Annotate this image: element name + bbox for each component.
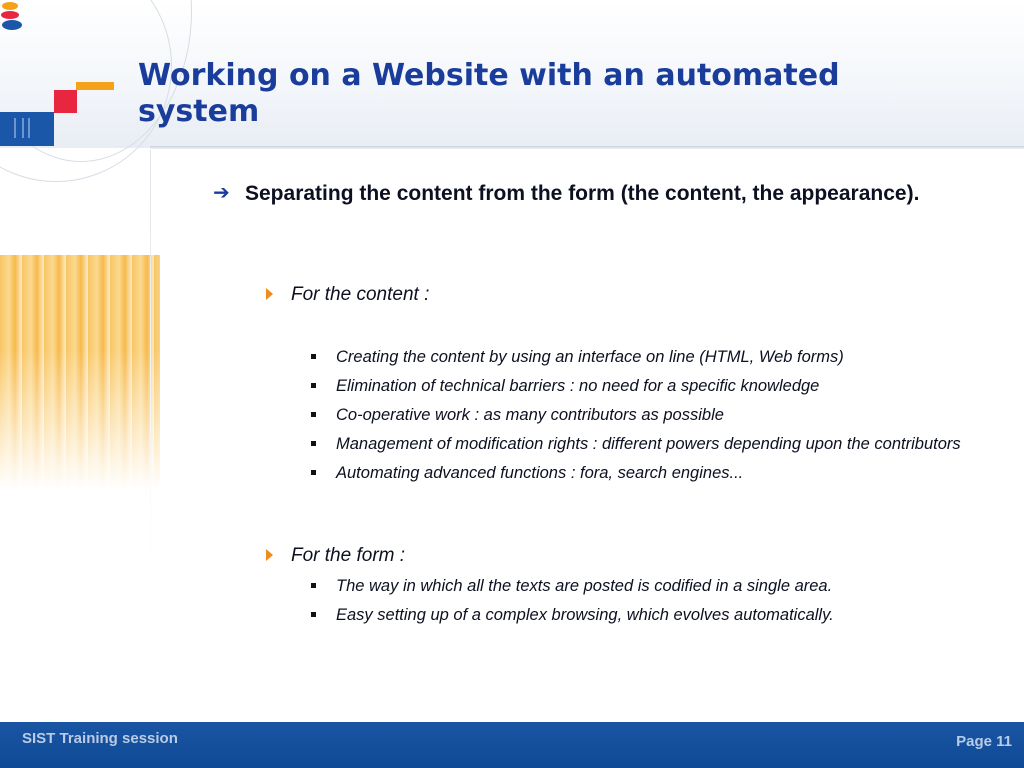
list-item: Co-operative work : as many contributors as possible — [309, 403, 999, 427]
footer-bar — [0, 722, 1024, 768]
decorative-vertical-line — [150, 150, 151, 580]
list-item: Easy setting up of a complex browsing, which evolves automatically. — [309, 603, 999, 627]
logo-icon — [0, 0, 38, 36]
list-item: Creating the content by using an interface on line (HTML, Web forms) — [309, 345, 999, 369]
section-heading-form: For the form : — [266, 544, 866, 568]
footer-label: SIST Training session — [22, 730, 178, 747]
page-number: Page 11 — [956, 733, 1012, 750]
decorative-blue-block — [0, 112, 54, 146]
list-item: Management of modification rights : different powers depending upon the contributors — [309, 432, 999, 456]
decorative-stripes — [0, 255, 160, 490]
list-item: Automating advanced functions : fora, search engines... — [309, 461, 999, 485]
triangle-bullet-icon — [266, 549, 273, 561]
main-bullet — [213, 178, 953, 209]
list-item: The way in which all the texts are posted is codified in a single area. — [309, 574, 999, 598]
form-list — [309, 574, 999, 632]
list-item: Elimination of technical barriers : no need for a specific knowledge — [309, 374, 999, 398]
decorative-orange-bar — [76, 82, 114, 90]
decorative-red-square — [54, 90, 77, 113]
header-divider — [150, 146, 1024, 149]
main-bullet-text: Separating the content from the form (the content, the appearance). — [245, 182, 920, 205]
slide-title: Working on a Website with an automated system — [138, 58, 840, 129]
section-heading-content: For the content : — [266, 283, 866, 307]
content-list — [309, 345, 999, 490]
triangle-bullet-icon — [266, 288, 273, 300]
arrow-right-icon: ➔ — [213, 182, 230, 204]
